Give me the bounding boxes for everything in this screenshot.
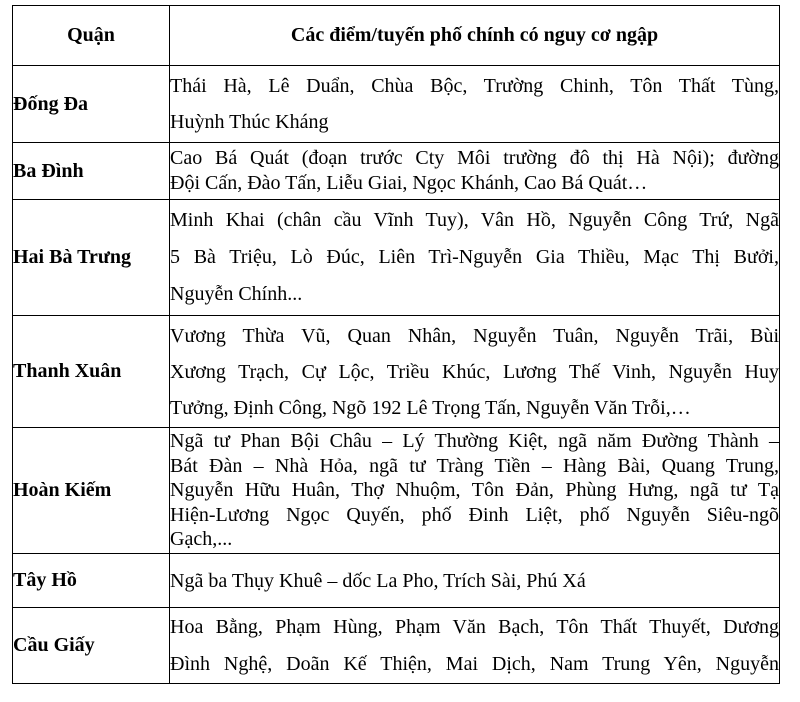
- district-cell: Ba Đình: [13, 143, 170, 200]
- streets-line: 5 Bà Triệu, Lò Đúc, Liên Trì-Nguyễn Gia Thiều, Mạc Thị Bưởi,: [170, 246, 779, 268]
- streets-line: Đình Nghệ, Doãn Kế Thiện, Mai Dịch, Nam Trung Yên, Nguyễn: [170, 652, 779, 675]
- streets-cell: [170, 428, 780, 554]
- streets-line: Thái Hà, Lê Duẩn, Chùa Bộc, Trường Chinh, Tôn Thất Tùng,: [170, 75, 779, 97]
- streets-line: Hiện-Lương Ngọc Quyến, phố Đinh Liệt, phố Nguyễn Siêu-ngõ: [170, 503, 779, 526]
- table-row: [13, 316, 780, 428]
- streets-line: Tưởng, Định Công, Ngõ 192 Lê Trọng Tấn, Nguyễn Văn Trỗi,…: [170, 396, 691, 419]
- district-cell: Hoàn Kiếm: [13, 428, 170, 554]
- streets-line: Bát Đàn – Nhà Hỏa, ngã tư Tràng Tiền – Hàng Bài, Quang Trung,: [170, 454, 779, 477]
- table-header-row: [13, 6, 780, 66]
- streets-line: Nguyễn Chính...: [170, 283, 303, 305]
- streets-line: Huỳnh Thúc Kháng: [170, 111, 329, 133]
- flood-risk-table: [12, 5, 780, 684]
- table-row: [13, 428, 780, 554]
- streets-line: Cao Bá Quát (đoạn trước Cty Môi trường đô thị Hà Nội); đường: [170, 147, 779, 169]
- table-row: [13, 554, 780, 608]
- streets-cell: [170, 143, 780, 200]
- streets-line: Xương Trạch, Cự Lộc, Triều Khúc, Lương Thế Vinh, Nguyễn Huy: [170, 360, 779, 383]
- table-row: [13, 608, 780, 684]
- streets-cell: [170, 608, 780, 684]
- streets-line: Nguyễn Hữu Huân, Thợ Nhuộm, Tôn Đản, Phùng Hưng, ngã tư Tạ: [170, 479, 779, 502]
- streets-line: Gạch,...: [170, 528, 233, 551]
- district-cell: Đống Đa: [13, 66, 170, 143]
- streets-line: Minh Khai (chân cầu Vĩnh Tuy), Vân Hồ, Nguyễn Công Trứ, Ngã: [170, 209, 779, 231]
- table-row: [13, 66, 780, 143]
- table-row: [13, 200, 780, 316]
- streets-cell: [170, 200, 780, 316]
- district-cell: Tây Hồ: [13, 554, 170, 608]
- streets-cell: [170, 554, 780, 608]
- table-row: [13, 143, 780, 200]
- streets-line: Ngã ba Thụy Khuê – dốc La Pho, Trích Sài, Phú Xá: [170, 569, 586, 592]
- header-district: Quận: [13, 6, 170, 66]
- streets-cell: [170, 316, 780, 428]
- streets-line: Ngã tư Phan Bội Châu – Lý Thường Kiệt, ngã năm Đường Thành –: [170, 430, 779, 453]
- streets-line: Đội Cấn, Đào Tấn, Liễu Giai, Ngọc Khánh, Cao Bá Quát…: [170, 172, 648, 194]
- streets-line: Hoa Bằng, Phạm Hùng, Phạm Văn Bạch, Tôn Thất Thuyết, Dương: [170, 615, 779, 638]
- streets-cell: [170, 66, 780, 143]
- streets-line: Vương Thừa Vũ, Quan Nhân, Nguyễn Tuân, Nguyễn Trãi, Bùi: [170, 324, 779, 347]
- district-cell: Hai Bà Trưng: [13, 200, 170, 316]
- header-streets: Các điểm/tuyến phố chính có nguy cơ ngập: [170, 6, 780, 66]
- district-cell: Cầu Giấy: [13, 608, 170, 684]
- district-cell: Thanh Xuân: [13, 316, 170, 428]
